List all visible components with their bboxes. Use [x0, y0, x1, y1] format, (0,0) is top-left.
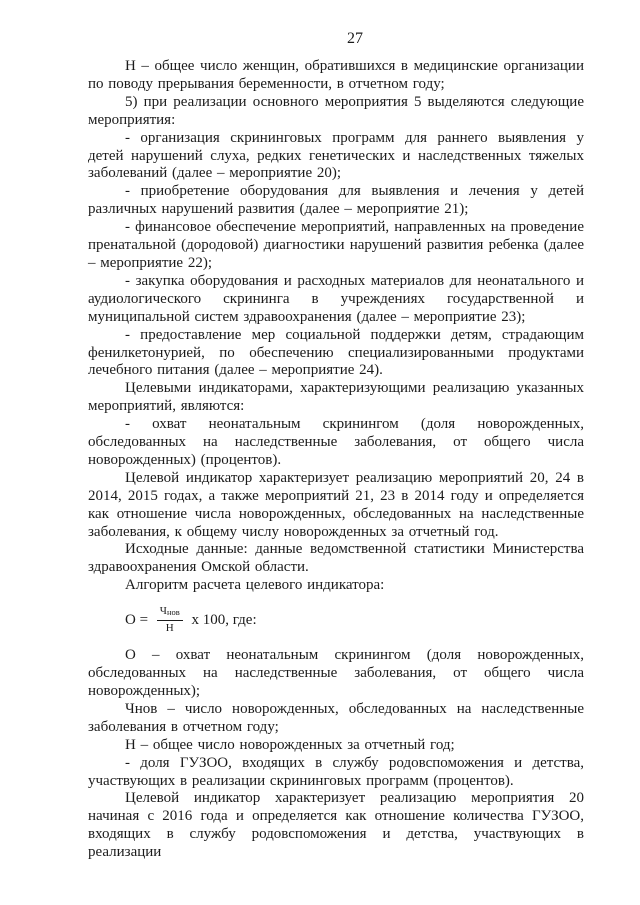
paragraph: Целевыми индикаторами, характеризующими реализацию указанных мероприятий, являются: [88, 380, 584, 415]
paragraph: Н – общее число новорожденных за отчетный год; [125, 736, 455, 753]
formula-numerator [157, 605, 183, 620]
paragraph: О – охват неонатальным скринингом (доля новорожденных, обследованных на наследственные заболевания, от общего числа новорожденных); [88, 647, 584, 699]
paragraph: Чнов – число новорожденных, обследованных на наследственные заболевания в отчетном году; [88, 700, 584, 735]
paragraph: - финансовое обеспечение мероприятий, направленных на проведение пренатальной (дородовой) диагностики нарушений развития ребенка (далее – мероприятие 22); [88, 219, 584, 271]
document-body [88, 58, 584, 862]
page-number: 27 [347, 30, 363, 47]
formula-rhs: х 100, где: [187, 611, 257, 628]
paragraph: - закупка оборудования и расходных материалов для неонатального и аудиологического скрининга в учреждениях государственной и муниципальной систем здравоохранения (далее – мероприятие 23); [88, 272, 584, 325]
paragraph: - предоставление мер социальной поддержки детям, страдающим фенилкетонурией, по обеспечению специализированными продуктами лечебного питания (далее – мероприятие 24). [88, 326, 584, 379]
paragraph: 5) при реализации основного мероприятия 5 выделяются следующие мероприятия: [88, 93, 584, 128]
paragraph: - доля ГУЗОО, входящих в службу родовспоможения и детства, участвующих в реализации скрининговых программ (процентов). [88, 754, 584, 789]
paragraph: - приобретение оборудования для выявления и лечения у детей различных нарушений развития (далее – мероприятие 21); [88, 183, 584, 218]
paragraph: Алгоритм расчета целевого индикатора: [125, 577, 385, 594]
formula-numerator-subscript: нов [166, 607, 180, 618]
paragraph: Целевой индикатор характеризует реализацию мероприятий 20, 24 в 2014, 2015 годах, а также мероприятий 21, 23 в 2014 году и определяется как отношение числа новорожденных, обследованных на наследственные заболевания, к общему числу новорожденных за отчетный год. [88, 469, 584, 540]
paragraphs-before-formula [88, 58, 584, 595]
formula-numerator-base: Ч [159, 605, 167, 618]
paragraph: - охват неонатальным скринингом (доля новорожденных, обследованных на наследственные заболевания, от общего числа новорожденных) (процентов). [88, 416, 584, 468]
formula-lhs: О = [125, 611, 152, 628]
formula [88, 603, 584, 637]
paragraph: - организация скрининговых программ для раннего выявления у детей нарушений слуха, редких генетических и наследственных тяжелых заболеваний (далее – мероприятие 20); [88, 129, 584, 182]
paragraph: Исходные данные: данные ведомственной статистики Министерства здравоохранения Омской области. [88, 541, 584, 576]
paragraphs-after-formula [88, 647, 584, 862]
paragraph: Целевой индикатор характеризует реализацию мероприятия 20 начиная с 2016 года и определяется как отношение количества ГУЗОО, входящих в службу родовспоможения и детства, участвующих в реализации [88, 790, 584, 861]
paragraph: Н – общее число женщин, обратившихся в медицинские организации по поводу прерывания беременности, в отчетном году; [88, 58, 584, 92]
formula-denominator: Н [157, 620, 183, 635]
formula-fraction [157, 605, 183, 635]
